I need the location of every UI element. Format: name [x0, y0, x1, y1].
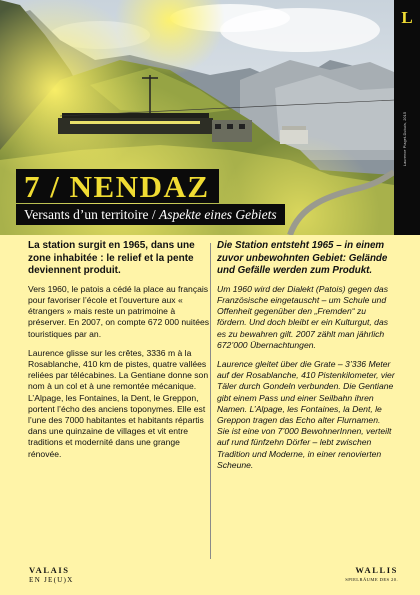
lead-de: Die Station entsteht 1965 – in einem zuvor unbewohnten Gebiet: Gelände und Gefälle werden zum Produkt.: [217, 240, 388, 277]
paragraph-de-1: Um 1960 wird der Dialekt (Patois) gegen das Französische eingetauscht – um Schule und Offenheit gegenüber den „Fremden“ zu fördern. Und doch bleibt er ein Kulturgut, das es zu bewahren gilt. 2007 zählt man jährlich 672’000 Übernachtungen.: [217, 283, 389, 350]
footer-left-title: VALAIS: [29, 565, 70, 575]
german-column: [217, 240, 395, 479]
photo-credit: Laurence Piaget-Dubuis, 2015: [403, 111, 407, 166]
hero-photo: [0, 0, 420, 235]
french-column: [28, 240, 211, 468]
subtitle-fr: Versants d’un territoire /: [24, 207, 156, 222]
subtitle-box: [16, 204, 285, 225]
footer-left-subtitle: EN JE(U)X: [29, 576, 74, 584]
footer-right-subtitle: SPIELRÄUME DES 20.: [345, 577, 398, 582]
paragraph-de-2: Laurence gleitet über die Grate – 3’336 Meter auf der Rosablanche, 410 Pistenkilometer, vier Täler durch Gondeln verbunden. Die Gentiane gibt einem Pass und einer Seilbahn ihren Namen. L’Alpage, les Fontaines, la Dent, le Greppon tragen das Echo alter Flurnamen. Sie ist eine von 7’000 BewohnerInnen, verteilt auf rund fünfzehn Dörfer – lebt zwischen Tradition und Moderne, in einer renovierten Scheune.: [217, 359, 395, 470]
column-divider: [210, 243, 211, 559]
footer-right-title: WALLIS: [355, 565, 398, 575]
footer-left: [29, 565, 74, 585]
paragraph-fr-2: Laurence glisse sur les crêtes, 3336 m à la Rosablanche, 410 km de pistes, quatre vallées reliées par télécabines. La Gentiane donne son nom à un col et à une remontée mécanique. L’Alpage, les Fontaines, la Dent, le Greppon, portent l’écho des anciens toponymes. Elle est l’une des 7000 habitantes et habitants répartis dans une quinzaine de villages et vit entre traditions et modernité dans une grange rénovée.: [28, 347, 209, 459]
page-title: 7 / NENDAZ: [24, 169, 210, 204]
paragraph-fr-1: Vers 1960, le patois a cédé la place au français pour favoriser l’école et l’ouverture aux « étrangers » mais reste un patrimoine à préserver. En 2007, on compte 672 000 nuitées touristiques par an.: [28, 283, 210, 339]
title-box: [16, 169, 219, 203]
footer-right: [345, 565, 398, 585]
lead-fr: La station surgit en 1965, dans une zone inhabitée : le relief et la pente deviennent produit.: [28, 240, 195, 277]
subtitle-de: Aspekte eines Gebiets: [158, 207, 277, 222]
side-letter: L: [401, 8, 413, 27]
